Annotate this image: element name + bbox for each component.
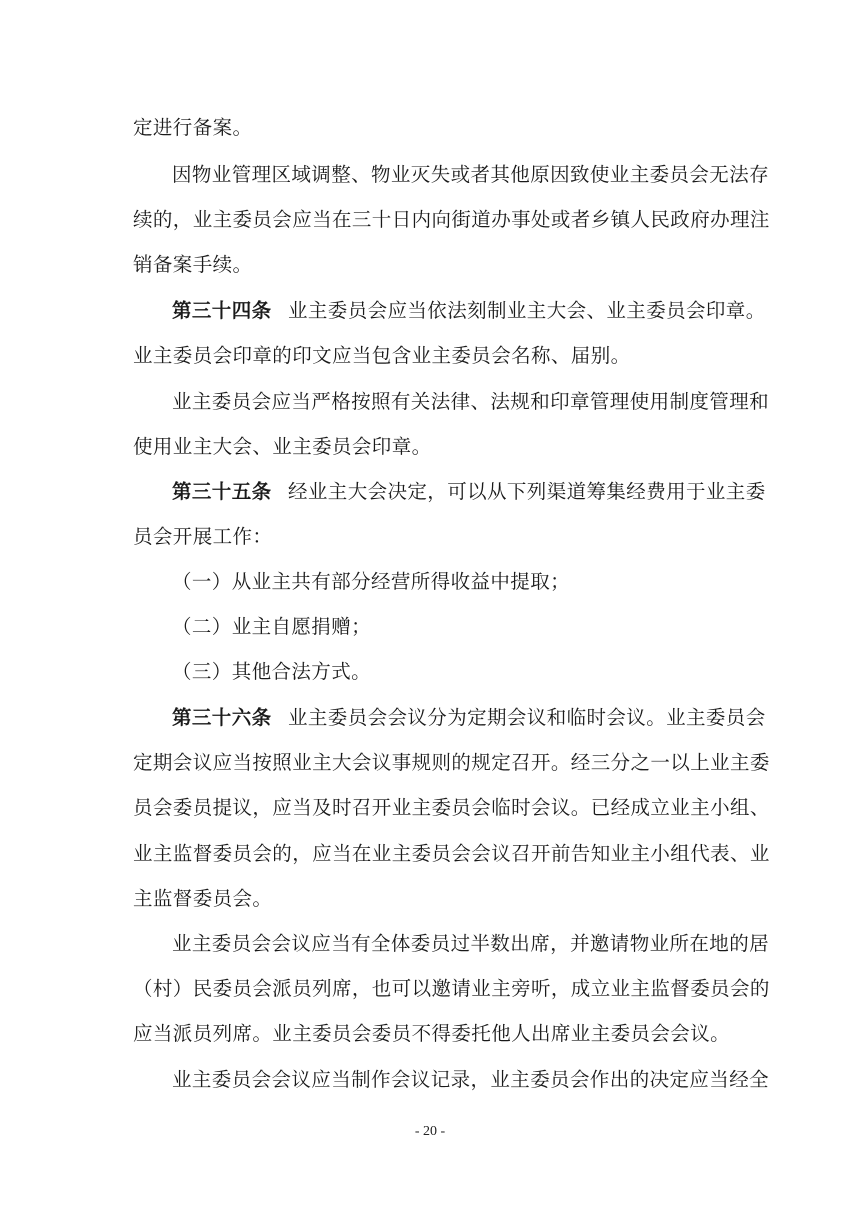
text-line: 销备案手续。 xyxy=(133,253,253,276)
paragraph-first-line: 业主委员会会议应当制作会议记录，业主委员会作出的决定应当经全 xyxy=(172,1068,770,1091)
text-line: 员会委员提议，应当及时召开业主委员会临时会议。已经成立业主小组、 xyxy=(133,796,770,819)
text-line: 业主监督委员会的，应当在业主委员会会议召开前告知业主小组代表、业 xyxy=(133,842,770,865)
page-number: - 20 - xyxy=(414,1124,446,1139)
text-line: 使用业主大会、业主委员会印章。 xyxy=(133,435,432,458)
paragraph-first-line: 业主委员会会议应当有全体委员过半数出席，并邀请物业所在地的居 xyxy=(172,932,770,955)
text-line: 续的，业主委员会应当在三十日内向街道办事处或者乡镇人民政府办理注 xyxy=(133,208,770,231)
article-text: 业主委员会会议分为定期会议和临时会议。业主委员会 xyxy=(288,706,766,729)
paragraph-first-line: 业主委员会应当严格按照有关法律、法规和印章管理使用制度管理和 xyxy=(172,390,770,413)
text-line: 员会开展工作： xyxy=(133,525,273,548)
article-text: 业主委员会应当依法刻制业主大会、业主委员会印章。 xyxy=(288,299,766,322)
paragraph-first-line: 因物业管理区域调整、物业灭失或者其他原因致使业主委员会无法存 xyxy=(172,163,770,186)
article-heading-36: 第三十六条 xyxy=(172,706,272,729)
list-item: （一）从业主共有部分经营所得收益中提取； xyxy=(172,570,571,593)
article-heading-34: 第三十四条 xyxy=(172,299,272,322)
list-item: （二）业主自愿捐赠； xyxy=(172,615,372,638)
text-line: 定期会议应当按照业主大会议事规则的规定召开。经三分之一以上业主委 xyxy=(133,751,770,774)
article-text: 经业主大会决定，可以从下列渠道筹集经费用于业主委 xyxy=(288,480,766,503)
article-heading-35: 第三十五条 xyxy=(172,480,272,503)
text-line: 主监督委员会。 xyxy=(133,887,273,910)
text-line: 定进行备案。 xyxy=(133,116,253,139)
list-item: （三）其他合法方式。 xyxy=(172,660,372,683)
text-line: 业主委员会印章的印文应当包含业主委员会名称、届别。 xyxy=(133,344,631,367)
text-line: 应当派员列席。业主委员会委员不得委托他人出席业主委员会会议。 xyxy=(133,1022,731,1045)
text-line: （村）民委员会派员列席，也可以邀请业主旁听，成立业主监督委员会的 xyxy=(133,977,770,1000)
